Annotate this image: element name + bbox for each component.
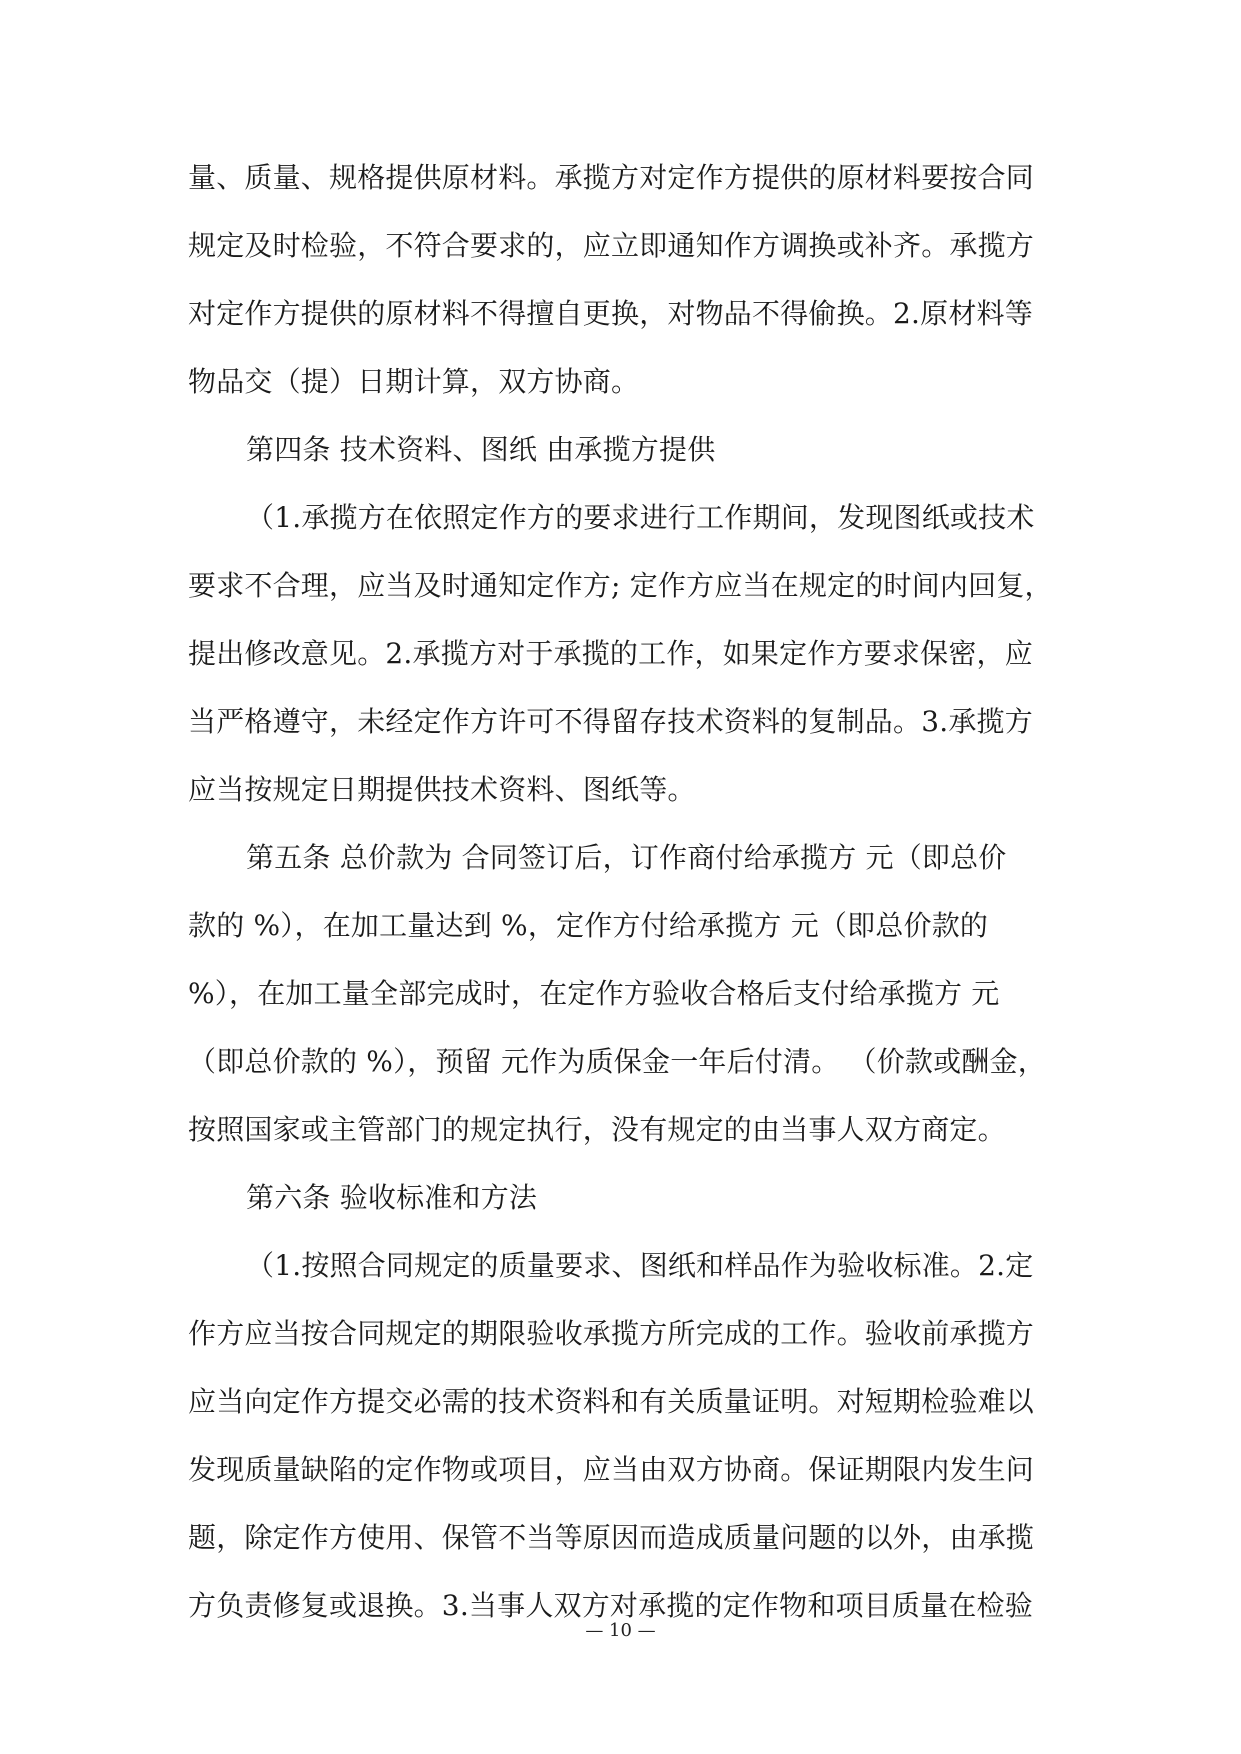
text-line: 物品交（提）日期计算，双方协商。 (188, 365, 640, 398)
text-line: 应当向定作方提交必需的技术资料和有关质量证明。对短期检验难以 (188, 1385, 1035, 1418)
text-line: 对定作方提供的原材料不得擅自更换，对物品不得偷换。2.原材料等 (188, 297, 1033, 330)
page-number: — 10 — (585, 1620, 656, 1641)
document-body (188, 160, 1056, 1656)
text-line: 应当按规定日期提供技术资料、图纸等。 (188, 773, 696, 806)
article-heading-6: 第六条 验收标准和方法 (246, 1181, 538, 1214)
text-line: 作方应当按合同规定的期限验收承揽方所完成的工作。验收前承揽方 (188, 1317, 1035, 1350)
text-line: 量、质量、规格提供原材料。承揽方对定作方提供的原材料要按合同 (188, 161, 1035, 194)
text-line: 按照国家或主管部门的规定执行，没有规定的由当事人双方商定。 (188, 1113, 1006, 1146)
text-line: （1.按照合同规定的质量要求、图纸和样品作为验收标准。2.定 (246, 1249, 1034, 1282)
article-heading-5: 第五条 总价款为 合同签订后，订作商付给承揽方 元（即总价 (246, 841, 1007, 874)
text-line: 提出修改意见。2.承揽方对于承揽的工作，如果定作方要求保密，应 (188, 637, 1033, 670)
text-line: 题，除定作方使用、保管不当等原因而造成质量问题的以外，由承揽 (188, 1521, 1035, 1554)
text-line: 当严格遵守，未经定作方许可不得留存技术资料的复制品。3.承揽方 (188, 705, 1033, 738)
text-line: 款的 %），在加工量达到 %，定作方付给承揽方 元（即总价款的 (188, 909, 989, 942)
text-line: 规定及时检验，不符合要求的，应立即通知作方调换或补齐。承揽方 (188, 229, 1035, 262)
text-line: （1.承揽方在依照定作方的要求进行工作期间，发现图纸或技术 (246, 501, 1035, 534)
text-line: 要求不合理，应当及时通知定作方; 定作方应当在规定的时间内回复， (188, 569, 1053, 602)
article-heading-4: 第四条 技术资料、图纸 由承揽方提供 (246, 433, 716, 466)
text-line: 方负责修复或退换。3.当事人双方对承揽的定作物和项目质量在检验 (188, 1589, 1033, 1622)
text-line: （即总价款的 %），预留 元作为质保金一年后付清。 （价款或酬金， (188, 1045, 1046, 1078)
text-line: %），在加工量全部完成时，在定作方验收合格后支付给承揽方 元 (188, 977, 1000, 1010)
text-line: 发现质量缺陷的定作物或项目，应当由双方协商。保证期限内发生问 (188, 1453, 1035, 1486)
